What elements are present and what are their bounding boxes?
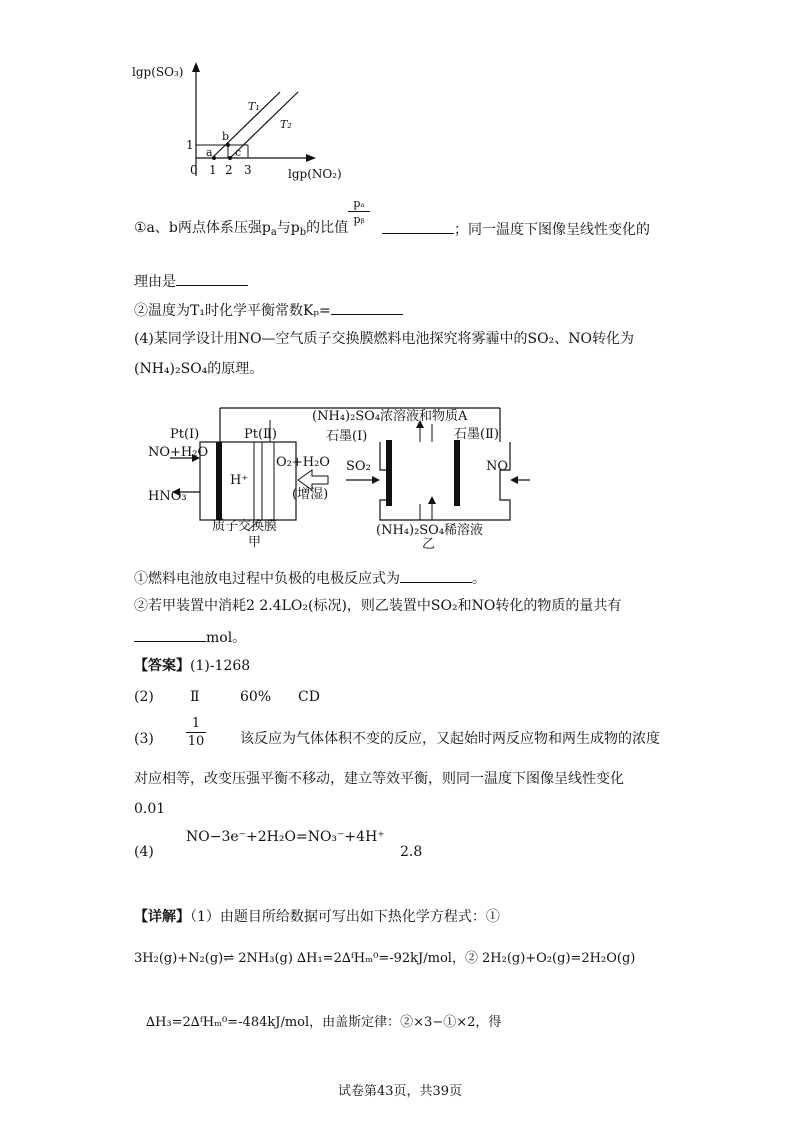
y-tick-1: 1 bbox=[186, 138, 194, 152]
answer-blank[interactable] bbox=[331, 300, 403, 315]
pt2-label: Pt(Ⅱ) bbox=[244, 427, 277, 442]
no-h2o-label: NO+H₂O bbox=[148, 445, 209, 460]
q4-line1: (4)某同学设计用NO—空气质子交换膜燃料电池探究将雾霾中的SO₂、NO转化为 bbox=[134, 331, 634, 347]
t2-label: T₂ bbox=[280, 118, 292, 131]
detail-intro: 【详解】（1）由题目所给数据可写出如下热化学方程式：① bbox=[134, 909, 500, 925]
x-tick-2: 2 bbox=[225, 163, 233, 177]
q4-line2: (NH₄)₂SO₄的原理。 bbox=[134, 361, 264, 377]
answer-blank[interactable] bbox=[134, 627, 206, 642]
answer-2-num: (2) bbox=[134, 689, 154, 705]
yi-label: 乙 bbox=[422, 537, 436, 550]
subq2: ②若甲装置中消耗2 2.4LO₂(标况)，则乙装置中SO₂和NO转化的物质的量共有 bbox=[134, 598, 622, 614]
detail-eq1: 3H₂(g)+N₂(g)⇌ 2NH₃(g) ∆H₁=2∆ᶠHₘ⁰=-92kJ/mol，② bbox=[134, 951, 478, 966]
subq2-line2: mol。 bbox=[134, 627, 246, 647]
no-label: NO bbox=[486, 459, 509, 474]
bottom-solution-label: (NH₄)₂SO₄稀溶液 bbox=[376, 523, 484, 538]
answer-3-fraction: 1 10 bbox=[187, 716, 205, 749]
fuel-cell-diagram bbox=[140, 400, 530, 550]
q1-line1: ①a、b两点体系压强$p_a$与$p_b$的比值 bbox=[134, 220, 349, 238]
detail-eq2: 2H₂(g)+O₂(g)=2H₂O(g) bbox=[482, 951, 636, 966]
answer-2-pct: 60% bbox=[240, 689, 272, 705]
graphite2-label: 石墨(Ⅱ) bbox=[454, 427, 499, 442]
answer-2-cd: CD bbox=[298, 689, 320, 705]
graphite1-label: 石墨(Ⅰ) bbox=[326, 429, 368, 444]
answer-blank[interactable] bbox=[400, 568, 472, 583]
x-tick-1: 1 bbox=[209, 163, 217, 177]
answer-blank[interactable] bbox=[176, 271, 248, 286]
answer-4-num: (4) bbox=[134, 844, 154, 860]
q2-line: ②温度为T₁时化学平衡常数Kₚ= bbox=[134, 300, 403, 320]
pa-pb-fraction: pₐ pᵦ bbox=[348, 197, 370, 226]
membrane-label: 质子交换膜 bbox=[212, 519, 278, 534]
answer-4-eq: NO−3e⁻+2H₂O=NO₃⁻+4H⁺ bbox=[186, 829, 385, 845]
answer-line1: 【答案】(1)-1268 bbox=[134, 658, 251, 674]
page-footer: 试卷第43页，共39页 bbox=[337, 1084, 463, 1099]
subq1: ①燃料电池放电过程中负极的电极反应式为 。 bbox=[134, 568, 486, 588]
top-solution-label: (NH₄)₂SO₄浓溶液和物质A bbox=[312, 409, 468, 424]
answer-4-value: 2.8 bbox=[400, 844, 423, 860]
q1-line1-tail: ；同一温度下图像呈线性变化的 bbox=[382, 219, 650, 239]
x-axis-label: lgp(NO₂) bbox=[288, 167, 342, 181]
answer-3-value: 0.01 bbox=[134, 801, 166, 817]
t1-label: T₁ bbox=[248, 100, 260, 113]
point-b-label: b bbox=[222, 130, 230, 143]
lgp-graph bbox=[130, 56, 360, 186]
answer-3-text2: 对应相等，改变压强平衡不移动，建立等效平衡，则同一温度下图像呈线性变化 bbox=[134, 771, 624, 787]
x-tick-3: 3 bbox=[244, 163, 252, 177]
jia-label: 甲 bbox=[248, 535, 262, 550]
point-c-label: c bbox=[235, 146, 242, 159]
hplus-label: H⁺ bbox=[230, 473, 249, 488]
y-axis-label: lgp(SO₃) bbox=[132, 65, 184, 79]
detail-eq3: ∆H₃=2∆ᶠHₘ⁰=-484kJ/mol，由盖斯定律：②×3−①×2，得 bbox=[146, 1015, 502, 1030]
o2-h2o-label: O₂+H₂O bbox=[276, 455, 330, 470]
answer-3-text: 该反应为气体体积不变的反应，又起始时两反应物和两生成物的浓度 bbox=[240, 731, 660, 747]
answer-3-num: (3) bbox=[134, 731, 154, 747]
answer-blank[interactable] bbox=[382, 219, 454, 234]
so2-label: SO₂ bbox=[346, 459, 371, 474]
humid-label: (增湿) bbox=[292, 487, 329, 502]
x-tick-0: 0 bbox=[190, 163, 198, 177]
hno3-label: HNO₃ bbox=[148, 489, 187, 504]
answer-2-roman: Ⅱ bbox=[190, 689, 200, 705]
pt1-label: Pt(Ⅰ) bbox=[170, 427, 200, 442]
q1-line2: 理由是 bbox=[134, 271, 248, 291]
point-a-label: a bbox=[206, 146, 213, 159]
